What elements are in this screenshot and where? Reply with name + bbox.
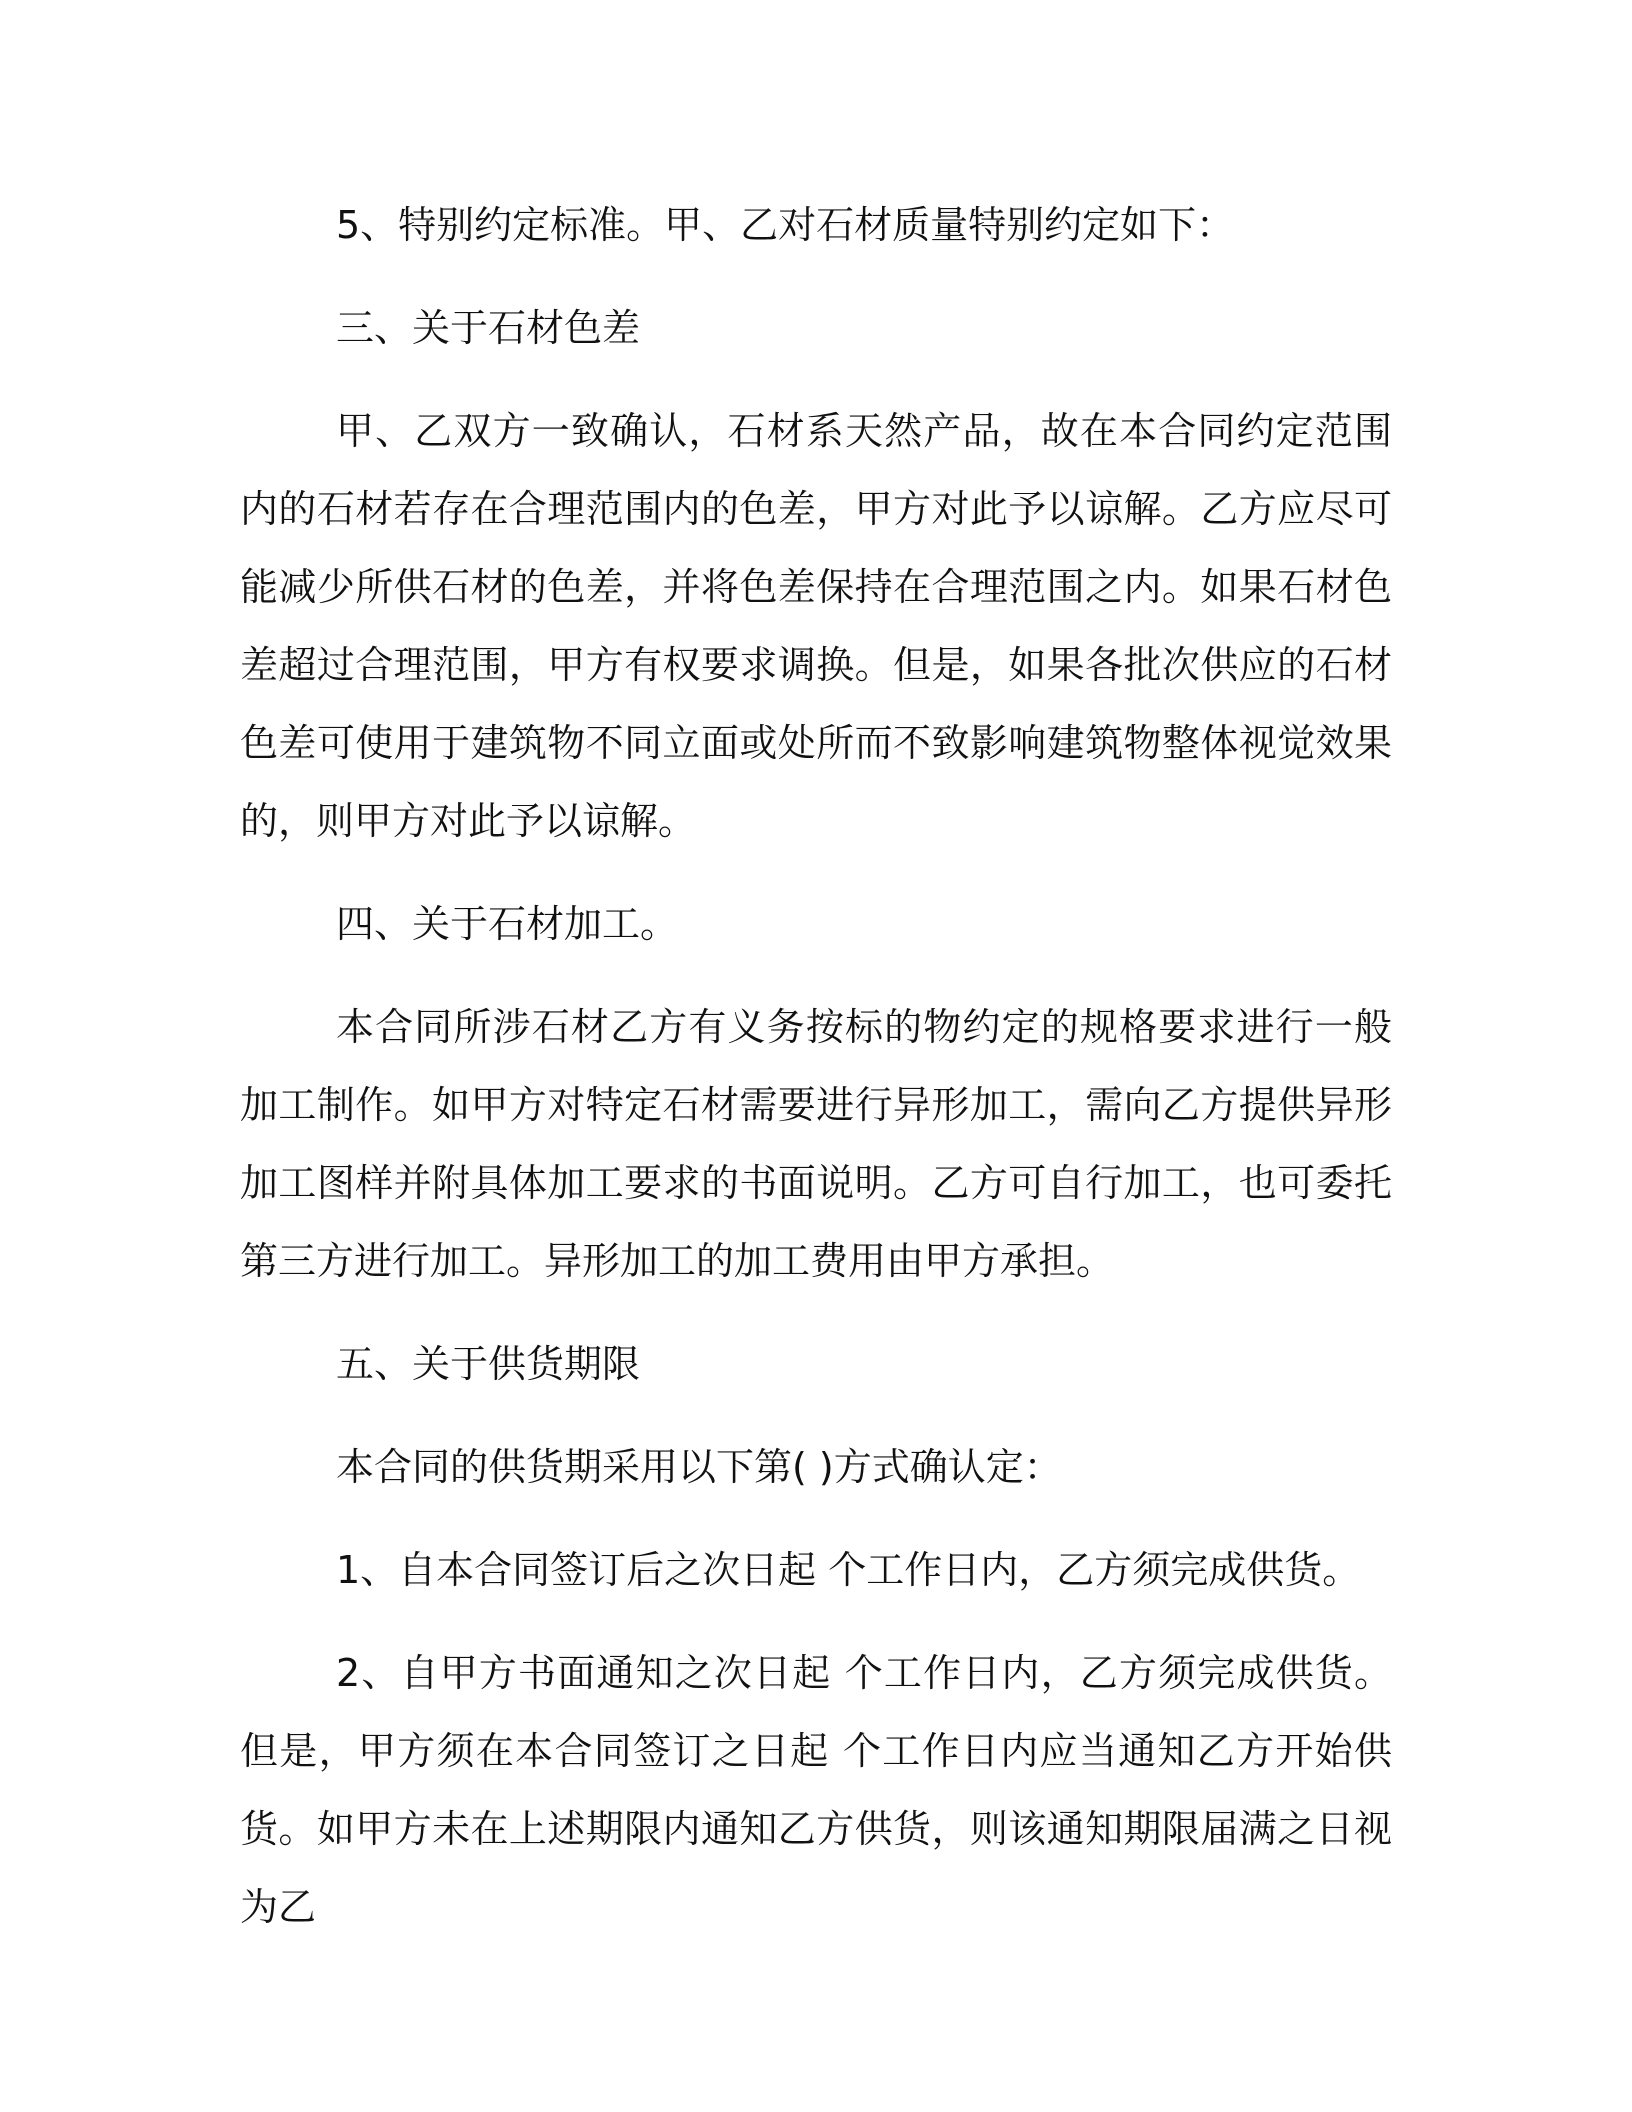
color-difference-paragraph: 甲、乙双方一致确认，石材系天然产品，故在本合同约定范围内的石材若存在合理范围内的色差，甲方对此予以谅解。乙方应尽可能减少所供石材的色差，并将色差保持在合理范围之内。如果石材色差超过合理范围，甲方有权要求调换。但是，如果各批次供应的石材色差可使用于建筑物不同立面或处所而不致影响建筑物整体视觉效果的，则甲方对此予以谅解。 xyxy=(240,409,1392,843)
special-standard-clause: 5、特别约定标准。甲、乙对石材质量特别约定如下： xyxy=(336,203,1235,247)
supply-option-1: 1、自本合同签订后之次日起 个工作日内，乙方须完成供货。 xyxy=(336,1548,1361,1592)
processing-paragraph: 本合同所涉石材乙方有义务按标的物约定的规格要求进行一般加工制作。如甲方对特定石材需要进行异形加工，需向乙方提供异形加工图样并附具体加工要求的书面说明。乙方可自行加工，也可委托第三方进行加工。异形加工的加工费用由甲方承担。 xyxy=(240,1005,1392,1283)
section-heading-processing: 四、关于石材加工。 xyxy=(336,902,679,946)
supply-period-intro: 本合同的供货期采用以下第( )方式确认定： xyxy=(336,1445,1062,1489)
section-heading-supply-period: 五、关于供货期限 xyxy=(336,1342,641,1386)
document-body xyxy=(240,186,1392,1946)
section-heading-color-difference: 三、关于石材色差 xyxy=(336,306,641,350)
supply-option-2: 2、自甲方书面通知之次日起 个工作日内，乙方须完成供货。但是，甲方须在本合同签订之日起 个工作日内应当通知乙方开始供货。如甲方未在上述期限内通知乙方供货，则该通知期限届满之日视为乙 xyxy=(240,1651,1392,1929)
